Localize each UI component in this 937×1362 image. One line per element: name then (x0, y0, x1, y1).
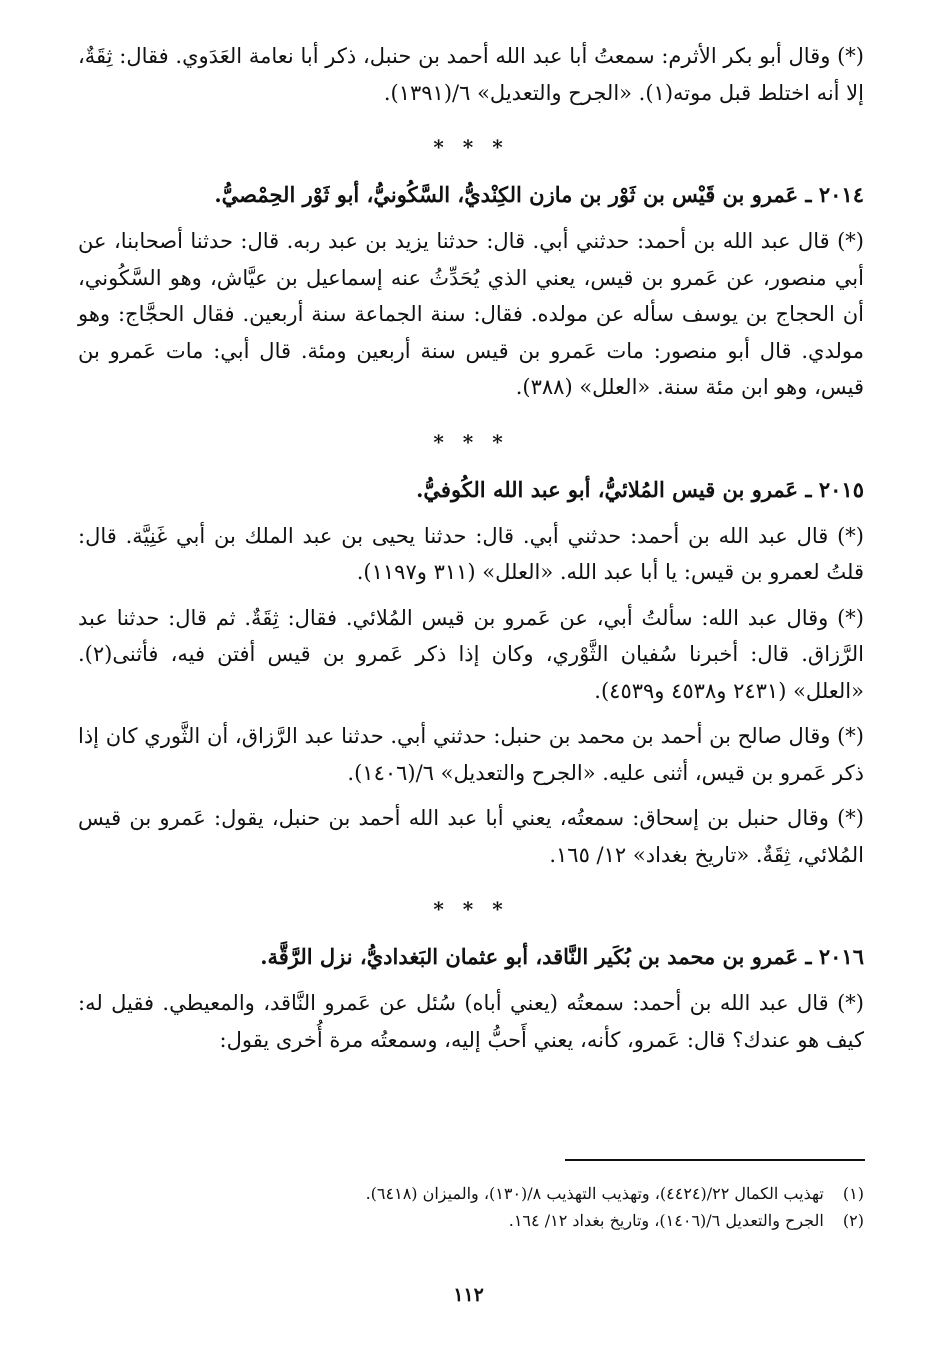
paragraph-2015-first: (*) قال عبد الله بن أحمد: حدثني أبي. قال: حدثنا يحيى بن عبد الملك بن أبي غَنِيَّة. قال: قلتُ لعمرو بن قيس: يا أبا عبد الله. «العلل» (٣١١ و١١٩٧). (78, 523, 864, 584)
entry-heading-2016: ٢٠١٦ ـ عَمرو بن محمد بن بُكَير النَّاقد، أبو عثمان البَغداديُّ، نزل الرَّقَّة. (260, 944, 864, 969)
section-separator: * * * (433, 897, 509, 921)
paragraph-2015-second: (*) وقال عبد الله: سألتُ أبي، عن عَمرو بن قيس المُلائي. فقال: ثِقَةٌ. ثم قال: حدثنا عبد الرَّزاق. قال: أخبرنا سُفيان الثَّوْري، وكان إذا ذكر عَمرو بن قيس أفتن فيه، فأثنى(٢). «العلل» (٢٤٣١ و٤٥٣٨ و٤٥٣٩). (78, 605, 864, 703)
page-number: ١١٢ (453, 1284, 484, 1306)
section-separator: * * * (433, 135, 509, 159)
footnote-text: تهذيب الكمال ٢٢/(٤٤٢٤)، وتهذيب التهذيب ٨/(١٣٠)، والميزان (٦٤١٨). (365, 1184, 824, 1203)
entry-heading-2015: ٢٠١٥ ـ عَمرو بن قيس المُلائيُّ، أبو عبد الله الكُوفيُّ. (416, 476, 864, 502)
section-separator: * * * (433, 429, 509, 454)
footnote-1 (78, 1180, 864, 1207)
footnote-text: الجرح والتعديل ٦/(١٤٠٦)، وتاريخ بغداد ١٢/ ١٦٤. (508, 1211, 824, 1230)
entry-heading-2014: ٢٠١٤ ـ عَمرو بن قَيْس بن ثَوْر بن مازن الكِنْديُّ، السَّكُونيُّ، أبو ثَوْر الحِمْصيُّ. (214, 182, 864, 207)
paragraph-2014-narration: (*) قال عبد الله بن أحمد: حدثني أبي. قال: حدثنا يزيد بن عبد ربه. قال: حدثنا أصحابنا، عن أبي منصور، عن عَمرو بن قيس، يعني الذي يُحَدِّثُ عنه إسماعيل بن عيَّاش، وهو السَّكُوني، أن الحجاج بن يوسف سأله عن مولده. فقال: سنة الجماعة سنة أربعين. فقال الحجَّاج: وهو مولدي. قال أبو منصور: مات عَمرو بن قيس سنة أربعين ومئة. قال أبي: مات عَمرو بن قيس، وهو ابن مئة سنة. «العلل» (٣٨٨). (78, 229, 864, 399)
footnote-number: (٢) (842, 1211, 864, 1230)
footnotes (78, 1180, 864, 1234)
paragraph-2016-first: (*) قال عبد الله بن أحمد: سمعتُه (يعني أباه) سُئل عن عَمرو النَّاقد، والمعيطي. فقيل له: كيف هو عندك؟ قال: عَمرو، كأنه، يعني أَحبُّ إليه، وسمعتُه مرة أُخرى يقول: (78, 991, 864, 1052)
footnote-2 (78, 1207, 864, 1234)
footnote-number: (١) (842, 1184, 864, 1203)
paragraph-2015-fourth: (*) وقال حنبل بن إسحاق: سمعتُه، يعني أبا عبد الله أحمد بن حنبل، يقول: عَمرو بن قيس المُلائي، ثِقَةٌ. «تاريخ بغداد» ١٢/ ١٦٥. (78, 806, 864, 867)
footnote-divider (565, 1159, 865, 1161)
paragraph-2015-third: (*) وقال صالح بن أحمد بن محمد بن حنبل: حدثني أبي. حدثنا عبد الرَّزاق، أن الثَّوري كان إذا ذكر عَمرو بن قيس، أثنى عليه. «الجرح والتعديل» ٦/(١٤٠٦). (78, 724, 864, 785)
page-body (78, 38, 864, 1058)
paragraph-athram: (*) وقال أبو بكر الأثرم: سمعتُ أبا عبد الله أحمد بن حنبل، ذكر أبا نعامة العَدَوي. فقال: ثِقَةٌ، إلا أنه اختلط قبل موته(١). «الجرح والتعديل» ٦/(١٣٩١). (78, 44, 864, 105)
